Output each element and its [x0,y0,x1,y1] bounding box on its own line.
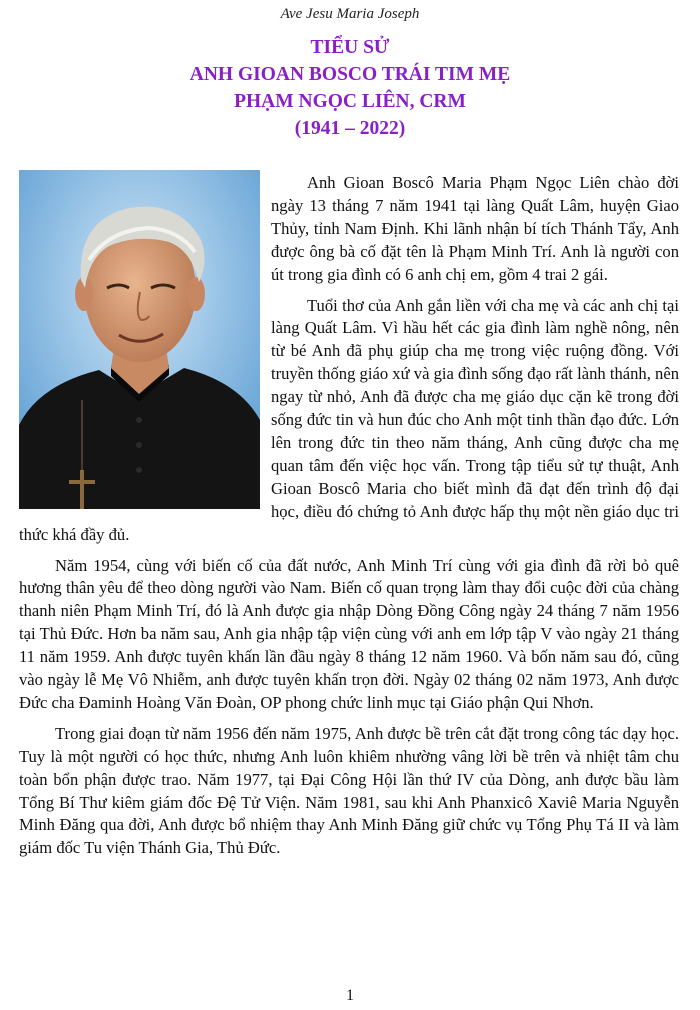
header-motto: Ave Jesu Maria Joseph [280,6,420,22]
paragraph: Anh Gioan Boscô Maria Phạm Ngọc Liên chào đời ngày 13 tháng 7 năm 1941 tại làng Quất Lâm, huyện Giao Thủy, tỉnh Nam Định. Khi lãnh nhận bí tích Thánh Tẩy, Anh được ông bà cố đặt tên là Phạm Minh Trí. Anh là người con út trong gia đình có 6 anh chị em, gồm 4 trai 2 gái. [271,173,679,284]
title-block [0,34,700,142]
paragraph: Tuổi thơ của Anh gắn liền với cha mẹ và các anh chị tại làng Quất Lâm. Vì hầu hết các gia đình làm nghề nông, nên từ bé Anh đã phụ giúp cha mẹ trong việc ruộng đồng. Với truyền thống giáo xứ và gia đình sống đạo rất lành thánh, nên ngay từ nhỏ, Anh đã được cha mẹ giáo dục cặn kẽ trong đời sống đức tin và hun đúc cho Anh một tinh thần đạo đức. Lớn lên trong đức tin theo năm tháng, Anh cũng được cha mẹ quan tâm đến việc học vấn. Trong tập tiểu sử tự thuật, Anh Gioan Boscô Maria cho biết mình đã đạt đến trình độ đại học, điều đó chứng tỏ Anh được hấp thụ một nền giáo dục tri thức khá đầy đủ. [19,295,679,544]
body-text [19,172,679,868]
photo-wrap-spacer [19,172,271,516]
page-number: 1 [346,987,354,1004]
title-line-3: PHẠM NGỌC LIÊN, CRM [234,91,466,112]
title-years: (1941 – 2022) [294,118,406,139]
paragraph: Trong giai đoạn từ năm 1956 đến năm 1975, Anh được bề trên cắt đặt trong công tác dạy học. Tuy là một người có học thức, nhưng Anh luôn khiêm nhường vâng lời bề trên và nhiệt tâm chu toàn bổn phận được trao. Năm 1977, tại Đại Công Hội lần thứ IV của Dòng, anh được bầu làm Tổng Bí Thư kiêm giám đốc Đệ Tử Viện. Năm 1981, sau khi Anh Phanxicô Xaviê Maria Nguyễn Minh Đăng qua đời, Anh được bổ nhiệm thay Anh Minh Đăng giữ chức vụ Tổng Phụ Tá II và làm giám đốc Tu viện Thánh Gia, Thủ Đức. [19,723,679,858]
paragraph: Năm 1954, cùng với biến cố của đất nước, Anh Minh Trí cùng với gia đình đã rời bỏ quê hương thân yêu để theo dòng người vào Nam. Biến cố quan trọng làm thay đổi cuộc đời của chàng thanh niên Phạm Minh Trí, đó là Anh được gia nhập Dòng Đồng Công ngày 24 tháng 7 năm 1956 tại Thủ Đức. Hơn ba năm sau, Anh gia nhập tập viện cùng với anh em lớp tập V vào ngày 21 tháng 11 năm 1959. Anh được tuyên khấn lần đầu ngày 8 tháng 12 năm 1960. Và bốn năm sau đó, cũng vào ngày lễ Mẹ Vô Nhiễm, anh được tuyên khấn trọn đời. Ngày 02 tháng 02 năm 1973, Anh được Đức cha Đaminh Hoàng Văn Đoàn, OP phong chức linh mục tại Giáo phận Qui Nhơn. [19,555,679,712]
title-line-1: TIỂU SỬ [310,37,390,58]
title-line-2: ANH GIOAN BOSCO TRÁI TIM MẸ [189,64,511,85]
